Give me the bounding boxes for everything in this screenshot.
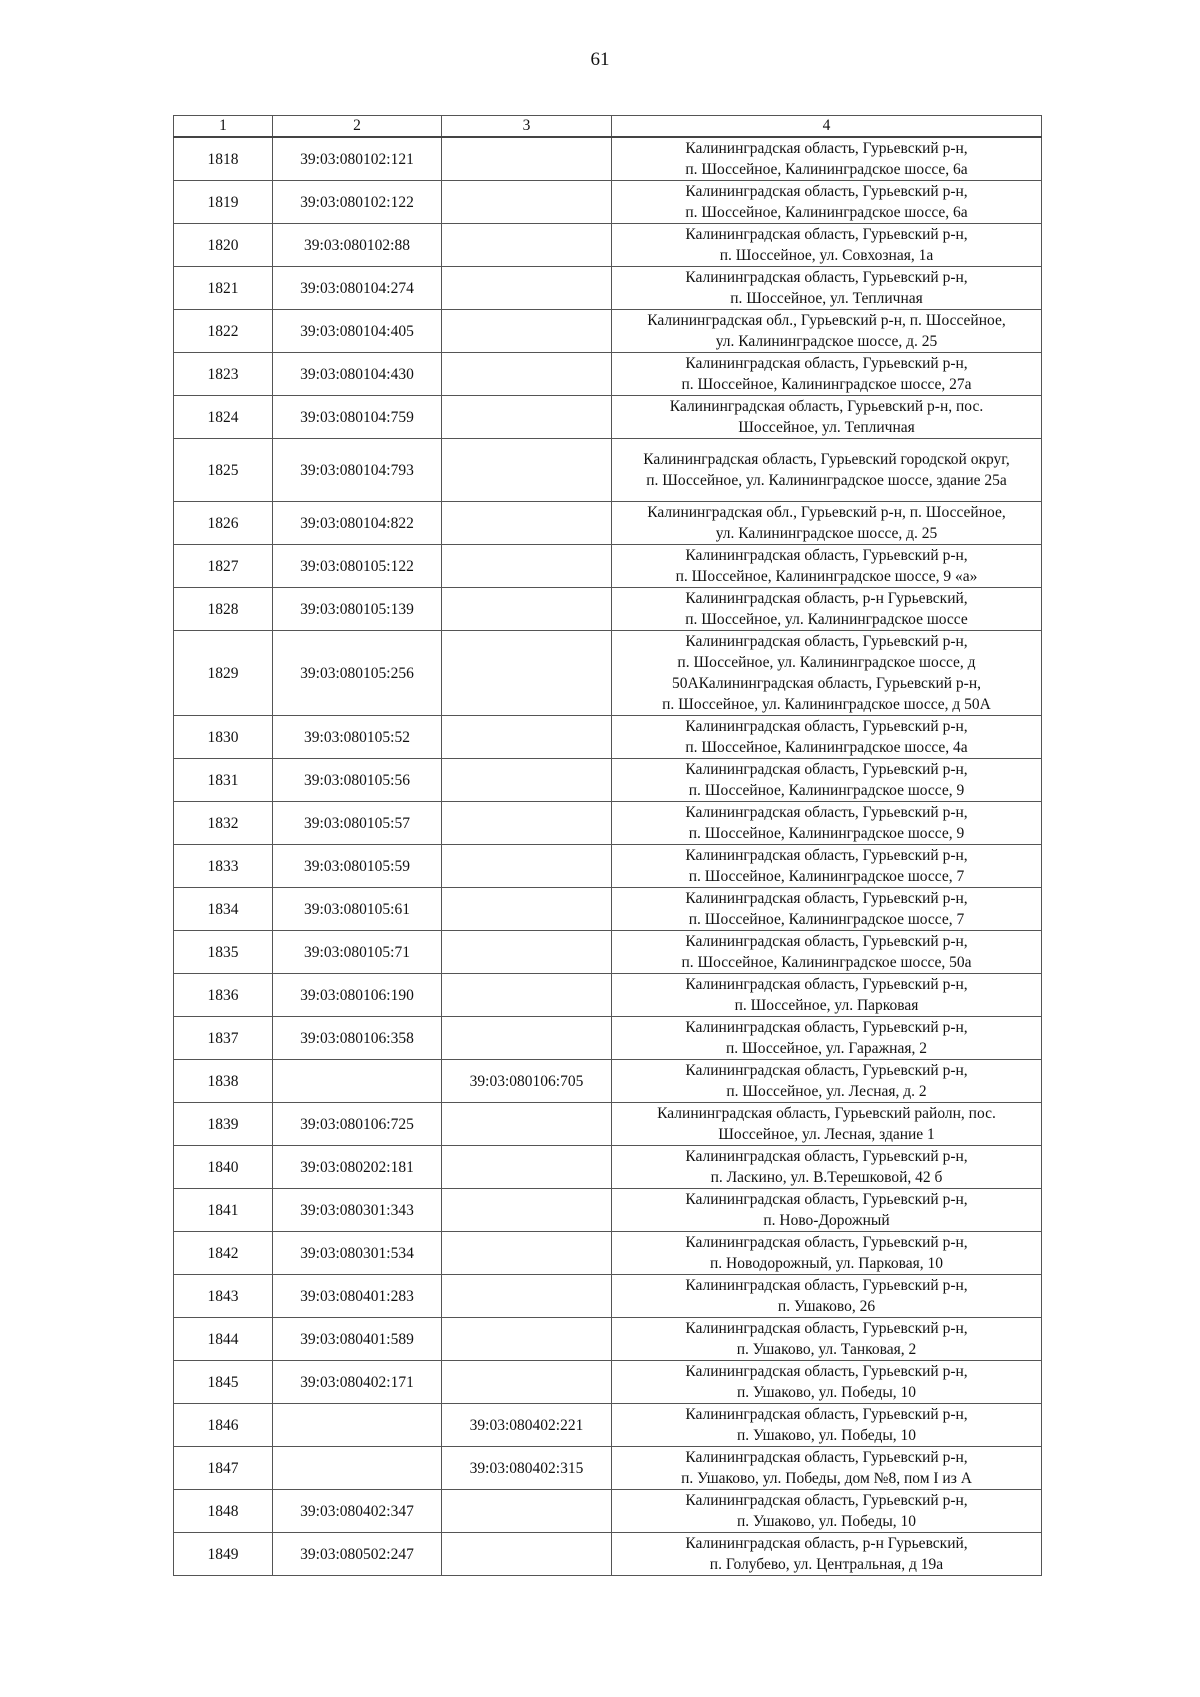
row-number-cell: 1848 — [174, 1490, 273, 1533]
table-row — [174, 1232, 1042, 1275]
secondary-cadastral-cell — [442, 1017, 612, 1060]
row-number-cell: 1827 — [174, 545, 273, 588]
table-row — [174, 802, 1042, 845]
table-row — [174, 931, 1042, 974]
table-row — [174, 545, 1042, 588]
cadastral-number-cell: 39:03:080301:343 — [273, 1189, 442, 1232]
address-line: п. Шоссейное, Калининградское шоссе, 7 — [688, 911, 965, 928]
address-line: п. Голубево, ул. Центральная, д 19а — [709, 1556, 944, 1573]
table-row — [174, 224, 1042, 267]
cadastral-number-cell: 39:03:080105:59 — [273, 845, 442, 888]
address-line: п. Ушаково, ул. Танковая, 2 — [736, 1341, 917, 1358]
cadastral-number-cell: 39:03:080102:122 — [273, 181, 442, 224]
address-line: Калининградская область, Гурьевский р-н, — [685, 804, 968, 821]
cadastral-number-cell: 39:03:080104:274 — [273, 267, 442, 310]
table-row — [174, 888, 1042, 931]
cadastral-number-cell: 39:03:080105:71 — [273, 931, 442, 974]
table-row — [174, 1447, 1042, 1490]
address-cell — [612, 1060, 1042, 1103]
secondary-cadastral-cell — [442, 931, 612, 974]
row-number-cell: 1838 — [174, 1060, 273, 1103]
address-cell — [612, 588, 1042, 631]
address-line: Калининградская обл., Гурьевский р-н, п. Шоссейное, — [647, 504, 1006, 521]
secondary-cadastral-cell — [442, 353, 612, 396]
cadastral-number-cell: 39:03:080105:256 — [273, 631, 442, 716]
address-line: Калининградская область, Гурьевский р-н, — [685, 1320, 968, 1337]
row-number-cell: 1844 — [174, 1318, 273, 1361]
address-cell — [612, 1318, 1042, 1361]
secondary-cadastral-cell — [442, 802, 612, 845]
row-number-cell: 1826 — [174, 502, 273, 545]
cadastral-number-cell: 39:03:080105:56 — [273, 759, 442, 802]
address-line: п. Ушаково, 26 — [777, 1298, 876, 1315]
address-line: Калининградская область, Гурьевский р-н, — [685, 761, 968, 778]
address-cell — [612, 181, 1042, 224]
address-line: ул. Калининградское шоссе, д. 25 — [715, 333, 938, 350]
cadastral-number-cell: 39:03:080401:283 — [273, 1275, 442, 1318]
address-line: Шоссейное, ул. Тепличная — [738, 419, 915, 436]
cadastral-number-cell — [273, 1060, 442, 1103]
secondary-cadastral-cell: 39:03:080402:315 — [442, 1447, 612, 1490]
address-cell — [612, 1275, 1042, 1318]
cadastral-number-cell: 39:03:080105:52 — [273, 716, 442, 759]
address-line: п. Шоссейное, ул. Калининградское шоссе, д 50А — [662, 696, 991, 713]
header-col-2: 2 — [273, 116, 442, 138]
address-line: Калининградская область, Гурьевский р-н, — [685, 847, 968, 864]
secondary-cadastral-cell — [442, 1232, 612, 1275]
row-number-cell: 1820 — [174, 224, 273, 267]
address-line: п. Ново-Дорожный — [763, 1212, 890, 1229]
address-cell — [612, 888, 1042, 931]
row-number-cell: 1849 — [174, 1533, 273, 1576]
table-row — [174, 1189, 1042, 1232]
address-cell — [612, 1189, 1042, 1232]
table-row — [174, 1361, 1042, 1404]
row-number-cell: 1819 — [174, 181, 273, 224]
address-line: Калининградская область, Гурьевский р-н, — [685, 890, 968, 907]
table-body — [174, 137, 1042, 1576]
secondary-cadastral-cell — [442, 1103, 612, 1146]
table-row — [174, 396, 1042, 439]
address-line: Калининградская область, Гурьевский р-н, — [685, 226, 968, 243]
row-number-cell: 1822 — [174, 310, 273, 353]
cadastral-number-cell: 39:03:080104:822 — [273, 502, 442, 545]
address-line: Калининградская область, Гурьевский р-н, — [685, 1363, 968, 1380]
row-number-cell: 1832 — [174, 802, 273, 845]
table-row — [174, 1318, 1042, 1361]
address-cell — [612, 974, 1042, 1017]
address-line: Калининградская область, Гурьевский р-н, — [685, 140, 968, 157]
address-line: Калининградская область, Гурьевский райолн, пос. — [657, 1105, 996, 1122]
address-cell — [612, 802, 1042, 845]
cadastral-number-cell: 39:03:080106:358 — [273, 1017, 442, 1060]
secondary-cadastral-cell — [442, 545, 612, 588]
secondary-cadastral-cell — [442, 1318, 612, 1361]
row-number-cell: 1834 — [174, 888, 273, 931]
address-cell — [612, 1404, 1042, 1447]
table-row — [174, 1533, 1042, 1576]
secondary-cadastral-cell — [442, 439, 612, 502]
cadastral-number-cell: 39:03:080104:759 — [273, 396, 442, 439]
secondary-cadastral-cell — [442, 1490, 612, 1533]
secondary-cadastral-cell — [442, 1361, 612, 1404]
row-number-cell: 1845 — [174, 1361, 273, 1404]
row-number-cell: 1842 — [174, 1232, 273, 1275]
address-line: п. Шоссейное, Калининградское шоссе, 9 «а» — [675, 568, 978, 585]
cadastral-number-cell: 39:03:080105:139 — [273, 588, 442, 631]
row-number-cell: 1825 — [174, 439, 273, 502]
address-cell — [612, 1361, 1042, 1404]
secondary-cadastral-cell — [442, 588, 612, 631]
address-cell — [612, 267, 1042, 310]
table-row — [174, 1490, 1042, 1533]
table-row — [174, 1404, 1042, 1447]
address-line: Калининградская область, Гурьевский р-н, — [685, 1449, 968, 1466]
row-number-cell: 1831 — [174, 759, 273, 802]
address-line: п. Шоссейное, ул. Парковая — [734, 997, 919, 1014]
cadastral-number-cell — [273, 1404, 442, 1447]
address-line: п. Ушаково, ул. Победы, дом №8, пом I из А — [681, 1470, 972, 1487]
address-line: п. Шоссейное, Калининградское шоссе, 7 — [688, 868, 965, 885]
table-header — [174, 116, 1042, 138]
address-line: Калининградская область, Гурьевский р-н, — [685, 1277, 968, 1294]
address-line: Шоссейное, ул. Лесная, здание 1 — [718, 1126, 935, 1143]
row-number-cell: 1840 — [174, 1146, 273, 1189]
secondary-cadastral-cell — [442, 1146, 612, 1189]
cadastral-number-cell: 39:03:080301:534 — [273, 1232, 442, 1275]
row-number-cell: 1824 — [174, 396, 273, 439]
address-line: п. Шоссейное, Калининградское шоссе, 9 — [688, 825, 965, 842]
address-line: Калининградская область, Гурьевский р-н, — [685, 718, 968, 735]
header-col-1: 1 — [174, 116, 273, 138]
table-row — [174, 353, 1042, 396]
address-line: Калининградская область, Гурьевский р-н, — [685, 355, 968, 372]
address-line: п. Ласкино, ул. В.Терешковой, 42 б — [710, 1169, 943, 1186]
cadastral-number-cell: 39:03:080104:430 — [273, 353, 442, 396]
secondary-cadastral-cell — [442, 137, 612, 181]
secondary-cadastral-cell — [442, 502, 612, 545]
table-row — [174, 1017, 1042, 1060]
secondary-cadastral-cell — [442, 310, 612, 353]
address-line: п. Шоссейное, Калининградское шоссе, 4а — [685, 739, 968, 756]
address-cell — [612, 1103, 1042, 1146]
address-cell — [612, 931, 1042, 974]
row-number-cell: 1835 — [174, 931, 273, 974]
address-line: п. Шоссейное, ул. Калининградское шоссе — [685, 611, 968, 628]
table-row — [174, 1103, 1042, 1146]
address-line: ул. Калининградское шоссе, д. 25 — [715, 525, 938, 542]
table-row — [174, 759, 1042, 802]
address-line: п. Ушаково, ул. Победы, 10 — [736, 1427, 917, 1444]
address-line: Калининградская область, Гурьевский городской округ, — [643, 451, 1010, 468]
cadastral-number-cell: 39:03:080102:121 — [273, 137, 442, 181]
secondary-cadastral-cell — [442, 974, 612, 1017]
secondary-cadastral-cell: 39:03:080106:705 — [442, 1060, 612, 1103]
cadastral-number-cell: 39:03:080105:61 — [273, 888, 442, 931]
address-line: п. Шоссейное, ул. Калининградское шоссе, д — [677, 654, 976, 671]
address-cell — [612, 1017, 1042, 1060]
address-cell — [612, 716, 1042, 759]
address-cell — [612, 1232, 1042, 1275]
cadastral-number-cell: 39:03:080502:247 — [273, 1533, 442, 1576]
table-row — [174, 716, 1042, 759]
secondary-cadastral-cell — [442, 181, 612, 224]
address-cell — [612, 137, 1042, 181]
address-line: п. Шоссейное, ул. Тепличная — [730, 290, 923, 307]
secondary-cadastral-cell — [442, 716, 612, 759]
address-line: Калининградская область, р-н Гурьевский, — [685, 1535, 968, 1552]
address-line: Калининградская область, Гурьевский р-н, — [685, 1062, 968, 1079]
page-number: 61 — [590, 49, 610, 70]
cadastral-number-cell: 39:03:080402:347 — [273, 1490, 442, 1533]
table-row — [174, 439, 1042, 502]
address-cell — [612, 1146, 1042, 1189]
table-row — [174, 974, 1042, 1017]
address-line: п. Шоссейное, ул. Калининградское шоссе, здание 25а — [646, 472, 1007, 489]
address-line: Калининградская область, Гурьевский р-н, — [685, 933, 968, 950]
address-line: Калининградская область, Гурьевский р-н, — [685, 547, 968, 564]
secondary-cadastral-cell — [442, 1189, 612, 1232]
cadastral-number-cell: 39:03:080106:725 — [273, 1103, 442, 1146]
table-row — [174, 181, 1042, 224]
address-line: п. Шоссейное, ул. Гаражная, 2 — [726, 1040, 927, 1057]
secondary-cadastral-cell — [442, 224, 612, 267]
address-cell — [612, 631, 1042, 716]
address-line: Калининградская область, Гурьевский р-н, — [685, 976, 968, 993]
cadastral-number-cell: 39:03:080402:171 — [273, 1361, 442, 1404]
address-cell — [612, 353, 1042, 396]
address-line: Калининградская область, р-н Гурьевский, — [685, 590, 968, 607]
address-cell — [612, 759, 1042, 802]
table-row — [174, 137, 1042, 181]
header-col-3: 3 — [442, 116, 612, 138]
address-line: Калининградская область, Гурьевский р-н, — [685, 183, 968, 200]
row-number-cell: 1837 — [174, 1017, 273, 1060]
address-line: п. Новодорожный, ул. Парковая, 10 — [710, 1255, 943, 1272]
address-line: п. Шоссейное, ул. Лесная, д. 2 — [726, 1083, 927, 1100]
address-line: п. Шоссейное, Калининградское шоссе, 6а — [685, 161, 968, 178]
header-col-4: 4 — [612, 116, 1042, 138]
row-number-cell: 1841 — [174, 1189, 273, 1232]
address-line: п. Ушаково, ул. Победы, 10 — [736, 1513, 917, 1530]
cadastral-number-cell — [273, 1447, 442, 1490]
secondary-cadastral-cell — [442, 888, 612, 931]
address-line: п. Шоссейное, Калининградское шоссе, 6а — [685, 204, 968, 221]
cadastral-number-cell: 39:03:080104:793 — [273, 439, 442, 502]
cadastral-number-cell: 39:03:080401:589 — [273, 1318, 442, 1361]
address-line: Калининградская область, Гурьевский р-н, пос. — [669, 398, 984, 415]
address-line: Калининградская область, Гурьевский р-н, — [685, 1234, 968, 1251]
address-cell — [612, 1533, 1042, 1576]
cadastral-number-cell: 39:03:080104:405 — [273, 310, 442, 353]
address-cell — [612, 439, 1042, 502]
cadastral-number-cell: 39:03:080202:181 — [273, 1146, 442, 1189]
address-cell — [612, 396, 1042, 439]
row-number-cell: 1821 — [174, 267, 273, 310]
secondary-cadastral-cell — [442, 396, 612, 439]
row-number-cell: 1836 — [174, 974, 273, 1017]
cadastral-number-cell: 39:03:080102:88 — [273, 224, 442, 267]
secondary-cadastral-cell — [442, 845, 612, 888]
cadastral-number-cell: 39:03:080105:57 — [273, 802, 442, 845]
address-line: Калининградская область, Гурьевский р-н, — [685, 1191, 968, 1208]
address-cell — [612, 310, 1042, 353]
table-row — [174, 631, 1042, 716]
table-row — [174, 310, 1042, 353]
table-row — [174, 1060, 1042, 1103]
address-cell — [612, 545, 1042, 588]
table-row — [174, 502, 1042, 545]
secondary-cadastral-cell — [442, 631, 612, 716]
table-row — [174, 588, 1042, 631]
secondary-cadastral-cell — [442, 1533, 612, 1576]
table-row — [174, 1146, 1042, 1189]
address-line: Калининградская область, Гурьевский р-н, — [685, 1492, 968, 1509]
row-number-cell: 1823 — [174, 353, 273, 396]
address-line: п. Ушаково, ул. Победы, 10 — [736, 1384, 917, 1401]
cadastral-number-cell: 39:03:080105:122 — [273, 545, 442, 588]
row-number-cell: 1830 — [174, 716, 273, 759]
address-line: 50АКалининградская область, Гурьевский р-н, — [671, 675, 982, 692]
registry-table — [173, 115, 1042, 1576]
address-line: Калининградская область, Гурьевский р-н, — [685, 1406, 968, 1423]
address-line: Калининградская область, Гурьевский р-н, — [685, 269, 968, 286]
address-cell — [612, 1490, 1042, 1533]
row-number-cell: 1828 — [174, 588, 273, 631]
row-number-cell: 1839 — [174, 1103, 273, 1146]
secondary-cadastral-cell — [442, 759, 612, 802]
row-number-cell: 1843 — [174, 1275, 273, 1318]
cadastral-number-cell: 39:03:080106:190 — [273, 974, 442, 1017]
row-number-cell: 1846 — [174, 1404, 273, 1447]
address-line: Калининградская область, Гурьевский р-н, — [685, 633, 968, 650]
address-line: п. Шоссейное, ул. Совхозная, 1а — [719, 247, 934, 264]
secondary-cadastral-cell: 39:03:080402:221 — [442, 1404, 612, 1447]
row-number-cell: 1833 — [174, 845, 273, 888]
address-cell — [612, 502, 1042, 545]
address-line: п. Шоссейное, Калининградское шоссе, 50а — [681, 954, 972, 971]
address-cell — [612, 1447, 1042, 1490]
address-line: Калининградская область, Гурьевский р-н, — [685, 1148, 968, 1165]
address-cell — [612, 224, 1042, 267]
row-number-cell: 1847 — [174, 1447, 273, 1490]
address-line: Калининградская область, Гурьевский р-н, — [685, 1019, 968, 1036]
table-row — [174, 1275, 1042, 1318]
row-number-cell: 1818 — [174, 137, 273, 181]
address-line: п. Шоссейное, Калининградское шоссе, 27а — [681, 376, 972, 393]
secondary-cadastral-cell — [442, 1275, 612, 1318]
address-line: п. Шоссейное, Калининградское шоссе, 9 — [688, 782, 965, 799]
row-number-cell: 1829 — [174, 631, 273, 716]
table-row — [174, 845, 1042, 888]
table-row — [174, 267, 1042, 310]
secondary-cadastral-cell — [442, 267, 612, 310]
address-line: Калининградская обл., Гурьевский р-н, п. Шоссейное, — [647, 312, 1006, 329]
header-row — [174, 116, 1042, 138]
address-cell — [612, 845, 1042, 888]
